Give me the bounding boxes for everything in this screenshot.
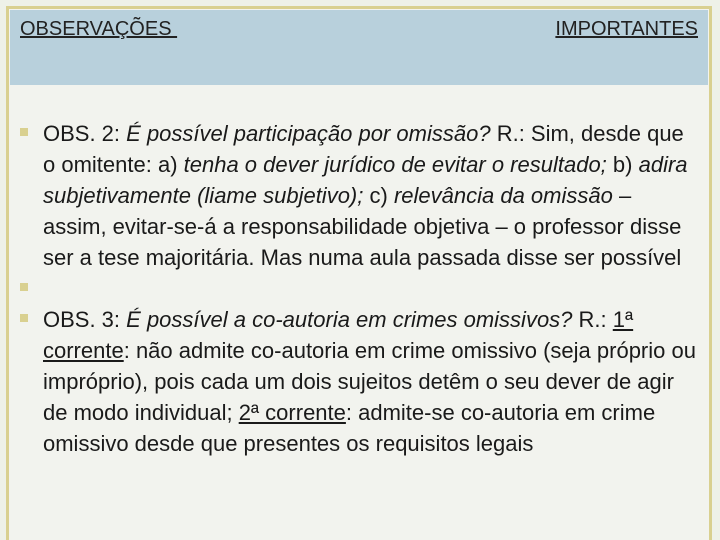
obs3-paragraph bbox=[20, 304, 700, 459]
obs3-answer-prefix: R.: bbox=[572, 307, 613, 332]
obs3-corrente2: 2ª corrente bbox=[238, 400, 346, 425]
obs2-item-c: relevância da omissão bbox=[393, 183, 613, 208]
title-left: OBSERVAÇÕES bbox=[20, 18, 178, 40]
obs2-question: É possível participação por omissão? bbox=[126, 121, 491, 146]
obs2-b-label: b) bbox=[606, 152, 639, 177]
obs2-label: OBS. 2: bbox=[43, 121, 127, 146]
obs2-answer-intro: R.: Sim, desde que o omitente: a) bbox=[43, 121, 684, 177]
obs3-question: É possível a co-autoria em crimes omissivos? bbox=[126, 307, 573, 332]
obs3-corrente1: 1ª corrente bbox=[43, 307, 634, 363]
obs3-text1: : não admite co-autoria em crime omissivo (seja próprio ou impróprio), pois cada um dois sujeitos detêm o seu dever de agir de modo individual; bbox=[43, 338, 696, 425]
empty-bullet-paragraph bbox=[20, 273, 700, 304]
bullet-icon bbox=[20, 283, 28, 291]
obs2-paragraph bbox=[20, 118, 700, 273]
bullet-icon bbox=[20, 128, 28, 136]
obs3-label: OBS. 3: bbox=[43, 307, 127, 332]
obs3-text2: : admite-se co-autoria em crime omissivo desde que presentes os requisitos legais bbox=[43, 400, 656, 456]
obs2-rest: – assim, evitar-se-á a responsabilidade objetiva – o professor disse ser a tese majoritária. Mas numa aula passada disse ser possível bbox=[43, 183, 682, 270]
title-right: IMPORTANTES bbox=[555, 18, 698, 40]
obs2-item-a: tenha o dever jurídico de evitar o resultado; bbox=[183, 152, 607, 177]
slide-body bbox=[20, 118, 700, 459]
bullet-icon bbox=[20, 314, 28, 322]
obs2-c-label: c) bbox=[363, 183, 394, 208]
obs2-item-b: adira subjetivamente (liame subjetivo); bbox=[43, 152, 688, 208]
title-bar bbox=[10, 10, 708, 85]
